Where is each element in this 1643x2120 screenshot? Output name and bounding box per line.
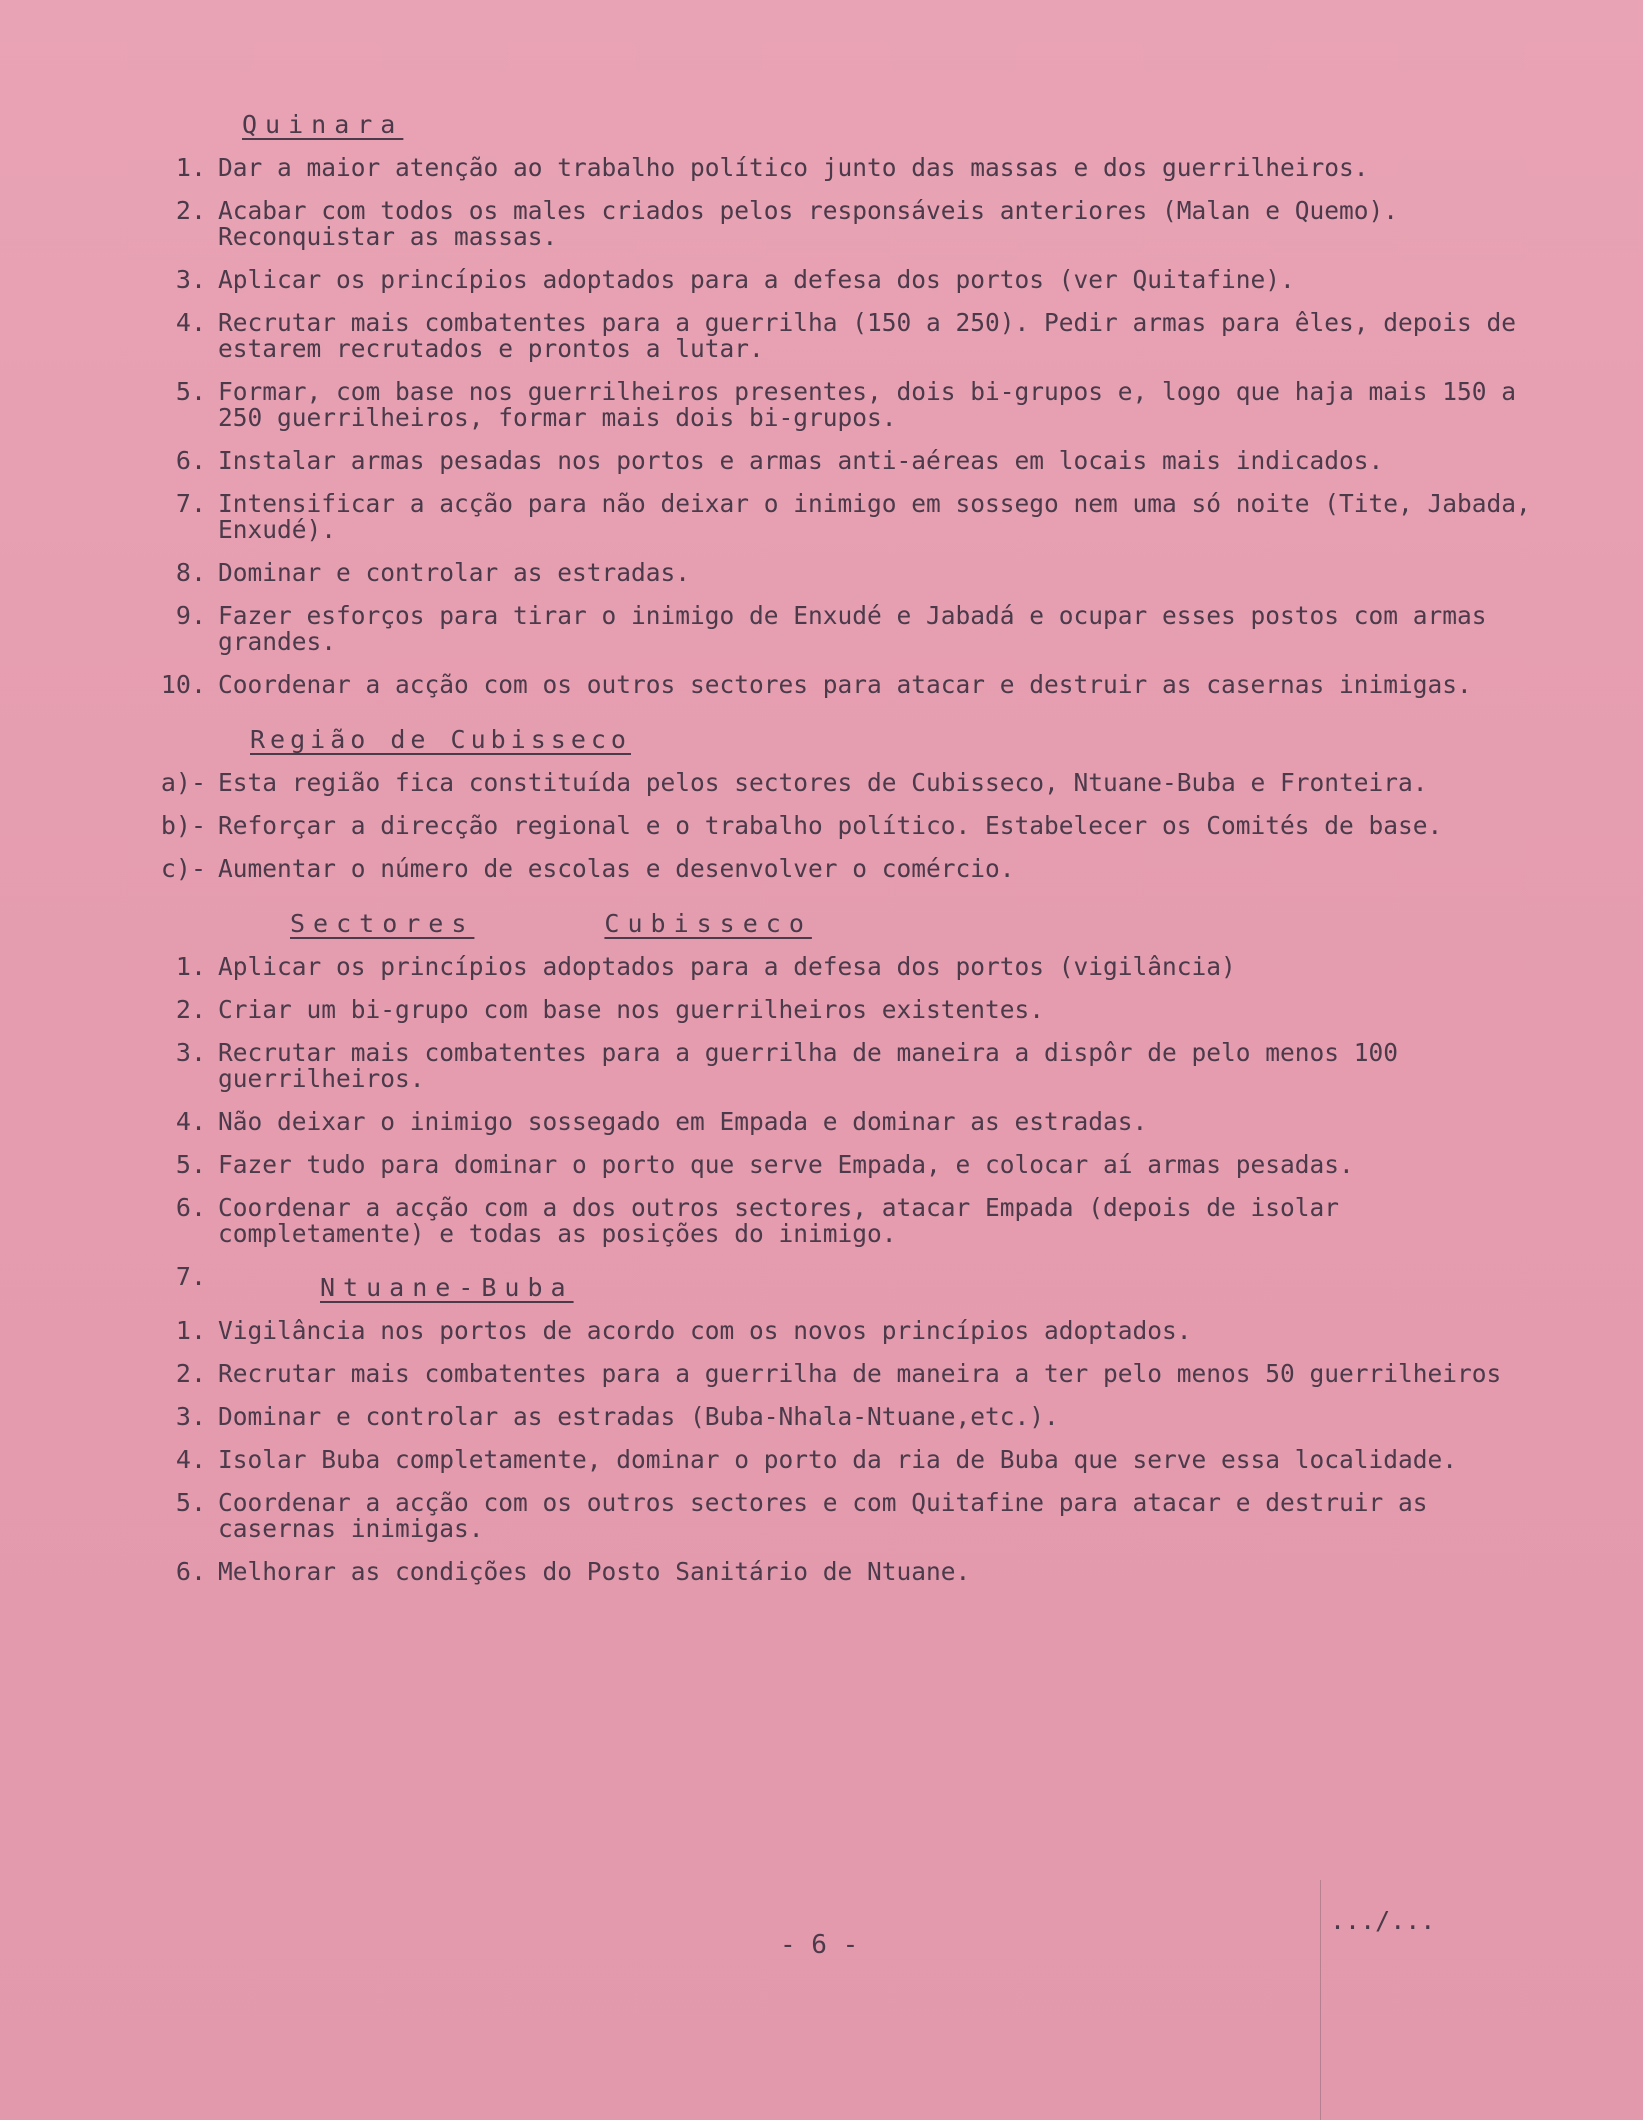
item-text: Reforçar a direcção regional e o trabalho político. Estabelecer os Comités de base. [218, 811, 1443, 840]
item-number: 4. [175, 1445, 206, 1474]
section-heading-quinara: Quinara [242, 110, 404, 139]
list-item [130, 155, 1600, 181]
section-heading-cubisseco: Cubisseco [604, 909, 812, 938]
item-text: Dar a maior atenção ao trabalho político junto das massas e dos guerrilheiros. [218, 153, 1369, 182]
item-text: Coordenar a acção com os outros sectores e com Quitafine para atacar e destruir as casernas inimigas. [218, 1488, 1428, 1543]
list-item [130, 1559, 1600, 1585]
item-number: 5. [175, 1488, 206, 1517]
item-number: 8. [175, 558, 206, 587]
list-item [130, 560, 1600, 586]
list-item [130, 1040, 1600, 1092]
list-item [130, 1361, 1600, 1387]
list-item [130, 954, 1600, 980]
item-text: Esta região fica constituída pelos sectores de Cubisseco, Ntuane-Buba e Fronteira. [218, 768, 1428, 797]
item-text: Acabar com todos os males criados pelos responsáveis anteriores (Malan e Quemo). Reconquistar as massas. [218, 196, 1399, 251]
item-number: 5. [175, 1150, 206, 1179]
list-item [130, 770, 1600, 796]
item-number: 4. [175, 1107, 206, 1136]
item-text: Aumentar o número de escolas e desenvolver o comércio. [218, 854, 1015, 883]
item-number: 7. [175, 489, 206, 518]
list-item [130, 1152, 1600, 1178]
ntuane-list [130, 1318, 1600, 1585]
list-item [130, 1318, 1600, 1344]
item-number: 9. [175, 601, 206, 630]
item-number: 6. [175, 1193, 206, 1222]
region-list [130, 770, 1600, 882]
item-number: 4. [175, 308, 206, 337]
item-text: Aplicar os princípios adoptados para a defesa dos portos (ver Quitafine). [218, 265, 1295, 294]
item-text: Instalar armas pesadas nos portos e armas anti-aéreas em locais mais indicados. [218, 446, 1384, 475]
item-number: 10. [160, 670, 206, 699]
item-number: 2. [175, 995, 206, 1024]
list-item [130, 448, 1600, 474]
item-number: 6. [175, 1557, 206, 1586]
section-heading-cubisseco-region: Região de Cubisseco [250, 725, 631, 754]
item-number: 3. [175, 1038, 206, 1067]
section-heading-sectores: Sectores [290, 909, 475, 938]
list-item [130, 603, 1600, 655]
item-number: 1. [175, 1316, 206, 1345]
list-item [130, 267, 1600, 293]
item-text: Coordenar a acção com a dos outros sectores, atacar Empada (depois de isolar completamente) e todas as posições do inimigo. [218, 1193, 1340, 1248]
item-number: 3. [175, 265, 206, 294]
list-item [130, 997, 1600, 1023]
item-text: Fazer esforços para tirar o inimigo de Enxudé e Jabadá e ocupar esses postos com armas grandes. [218, 601, 1487, 656]
item-text: Recrutar mais combatentes para a guerrilha de maneira a dispôr de pelo menos 100 guerrilheiros. [218, 1038, 1399, 1093]
item-text: Aplicar os princípios adoptados para a defesa dos portos (vigilância) [218, 952, 1236, 981]
item-number: 1. [175, 952, 206, 981]
page-number: - 6 - [780, 1930, 859, 1960]
list-item [130, 1195, 1600, 1247]
item-number: 3. [175, 1402, 206, 1431]
item-number: 6. [175, 446, 206, 475]
list-item [130, 1404, 1600, 1430]
item-text: Isolar Buba completamente, dominar o porto da ria de Buba que serve essa localidade. [218, 1445, 1458, 1474]
item-text: Intensificar a acção para não deixar o inimigo em sossego nem uma só noite (Tite, Jabada, Enxudé). [218, 489, 1531, 544]
item-text: Coordenar a acção com os outros sectores para atacar e destruir as casernas inimigas. [218, 670, 1472, 699]
item-text: Criar um bi-grupo com base nos guerrilheiros existentes. [218, 995, 1045, 1024]
item-text: Recrutar mais combatentes para a guerrilha de maneira a ter pelo menos 50 guerrilheiros [218, 1359, 1502, 1388]
item-number: 2. [175, 1359, 206, 1388]
list-item [130, 1109, 1600, 1135]
margin-line [1320, 1880, 1321, 2120]
list-item [130, 856, 1600, 882]
sectores-list [130, 954, 1600, 1290]
list-item [130, 1490, 1600, 1542]
list-item [130, 491, 1600, 543]
continued-mark: .../... [1330, 1906, 1436, 1935]
item-number: b)- [160, 811, 206, 840]
item-text: Dominar e controlar as estradas (Buba-Nhala-Ntuane,etc.). [218, 1402, 1059, 1431]
item-text: Fazer tudo para dominar o porto que serve Empada, e colocar aí armas pesadas. [218, 1150, 1354, 1179]
list-item [130, 198, 1600, 250]
item-number: 2. [175, 196, 206, 225]
sectores-heading [290, 909, 1600, 954]
item-number: 5. [175, 377, 206, 406]
document-body [130, 110, 1600, 1602]
list-item [130, 1447, 1600, 1473]
list-item [130, 813, 1600, 839]
list-item [130, 672, 1600, 698]
item-number: 7. [175, 1262, 206, 1291]
item-number: a)- [160, 768, 206, 797]
section-heading-ntuane-buba: Ntuane-Buba [320, 1273, 574, 1302]
list-item [130, 310, 1600, 362]
item-text: Vigilância nos portos de acordo com os novos princípios adoptados. [218, 1316, 1192, 1345]
item-text: Melhorar as condições do Posto Sanitário de Ntuane. [218, 1557, 971, 1586]
quinara-list [130, 155, 1600, 698]
item-number: c)- [160, 854, 206, 883]
item-text: Dominar e controlar as estradas. [218, 558, 691, 587]
item-text: Recrutar mais combatentes para a guerrilha (150 a 250). Pedir armas para êles, depois de estarem recrutados e prontos a lutar. [218, 308, 1517, 363]
list-item [130, 379, 1600, 431]
item-number: 1. [175, 153, 206, 182]
item-text: Formar, com base nos guerrilheiros presentes, dois bi-grupos e, logo que haja mais 150 a 250 guerrilheiros, formar mais dois bi-grupos. [218, 377, 1517, 432]
item-text: Não deixar o inimigo sossegado em Empada e dominar as estradas. [218, 1107, 1148, 1136]
